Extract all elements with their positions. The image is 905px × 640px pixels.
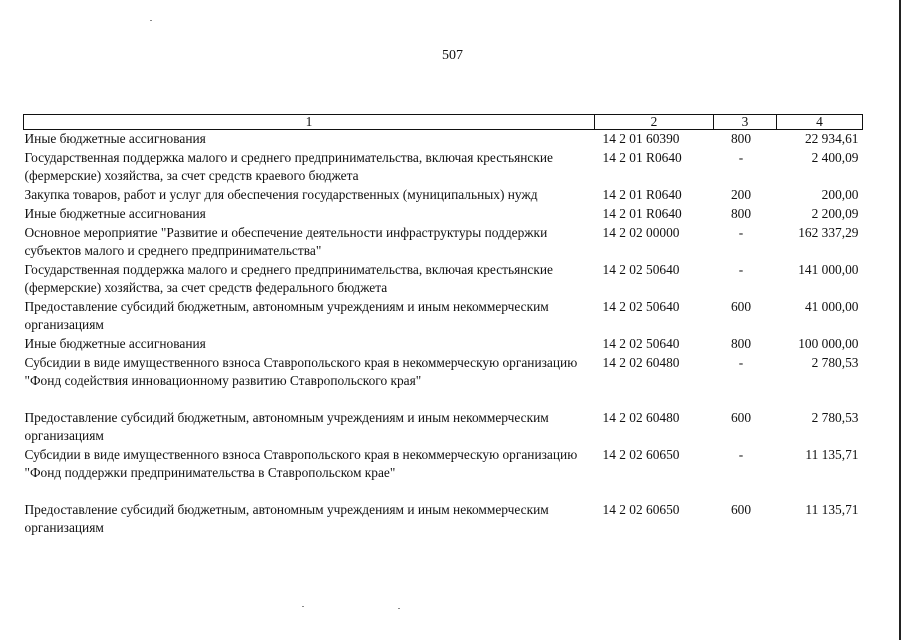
table-row xyxy=(24,446,863,501)
row-amount: 11 135,71 xyxy=(805,447,859,462)
row-kind: 600 xyxy=(730,502,752,517)
table-row xyxy=(24,149,863,186)
table-row xyxy=(24,224,863,261)
table-row xyxy=(24,501,863,538)
table-row xyxy=(24,298,863,335)
row-code: 14 2 02 60650 xyxy=(602,447,680,462)
table-row xyxy=(24,335,863,354)
page-number: 507 xyxy=(442,48,463,63)
row-amount: 2 400,09 xyxy=(811,150,859,165)
header-col-2: 2 xyxy=(595,115,714,130)
row-kind: 200 xyxy=(730,187,752,202)
table-row xyxy=(24,205,863,224)
row-kind: 800 xyxy=(730,206,752,221)
row-name: Иные бюджетные ассигнования xyxy=(24,131,206,146)
row-code: 14 2 01 R0640 xyxy=(602,206,682,221)
row-code: 14 2 02 60480 xyxy=(602,410,680,425)
header-col-1: 1 xyxy=(24,115,595,130)
table-body xyxy=(24,130,863,539)
header-col-4: 4 xyxy=(777,115,863,130)
row-name: Предоставление субсидий бюджетным, автономным учреждениям и иным некоммерческим организациям xyxy=(24,410,549,443)
row-amount: 2 780,53 xyxy=(811,355,859,370)
row-name: Иные бюджетные ассигнования xyxy=(24,206,206,221)
table-header xyxy=(24,115,863,130)
row-name: Субсидии в виде имущественного взноса Ставропольского края в некоммерческую организацию "Фонд поддержки предпринимательства в Ставропольском крае" xyxy=(24,447,578,480)
row-kind: - xyxy=(738,225,744,240)
table-row xyxy=(24,130,863,150)
table-row xyxy=(24,409,863,446)
row-amount: 200,00 xyxy=(821,187,859,202)
row-kind: 800 xyxy=(730,336,752,351)
row-code: 14 2 02 00000 xyxy=(602,225,680,240)
scan-border-line xyxy=(899,0,901,640)
budget-table xyxy=(23,114,863,538)
scan-speck xyxy=(150,20,152,21)
row-kind: - xyxy=(738,355,744,370)
row-name: Предоставление субсидий бюджетным, автономным учреждениям и иным некоммерческим организациям xyxy=(24,299,549,332)
row-name: Субсидии в виде имущественного взноса Ставропольского края в некоммерческую организацию "Фонд содействия инновационному развитию Ставропольского края" xyxy=(24,355,578,388)
row-amount: 22 934,61 xyxy=(804,131,859,146)
table-row xyxy=(24,186,863,205)
row-name: Государственная поддержка малого и среднего предпринимательства, включая крестьянские (фермерские) хозяйства, за счет средств краевого бюджета xyxy=(24,150,553,183)
row-name: Государственная поддержка малого и среднего предпринимательства, включая крестьянские (фермерские) хозяйства, за счет средств федерального бюджета xyxy=(24,262,553,295)
row-amount: 41 000,00 xyxy=(804,299,859,314)
row-name: Закупка товаров, работ и услуг для обеспечения государственных (муниципальных) нужд xyxy=(24,187,538,202)
row-amount: 2 200,09 xyxy=(811,206,859,221)
row-amount: 2 780,53 xyxy=(811,410,859,425)
header-row xyxy=(24,115,863,130)
row-kind: - xyxy=(738,150,744,165)
row-code: 14 2 01 R0640 xyxy=(602,187,682,202)
row-code: 14 2 01 R0640 xyxy=(602,150,682,165)
row-amount: 100 000,00 xyxy=(798,336,859,351)
row-name: Иные бюджетные ассигнования xyxy=(24,336,206,351)
table-row xyxy=(24,261,863,298)
row-code: 14 2 02 60480 xyxy=(602,355,680,370)
row-code: 14 2 01 60390 xyxy=(602,131,680,146)
row-amount: 162 337,29 xyxy=(798,225,859,240)
row-kind: - xyxy=(738,447,744,462)
row-code: 14 2 02 50640 xyxy=(602,299,680,314)
row-code: 14 2 02 50640 xyxy=(602,262,680,277)
row-kind: - xyxy=(738,262,744,277)
row-kind: 600 xyxy=(730,410,752,425)
row-code: 14 2 02 50640 xyxy=(602,336,680,351)
header-col-3: 3 xyxy=(714,115,777,130)
table-row xyxy=(24,354,863,409)
row-code: 14 2 02 60650 xyxy=(602,502,680,517)
row-name: Основное мероприятие "Развитие и обеспечение деятельности инфраструктуры поддержки субъектов малого и среднего предпринимательства" xyxy=(24,225,548,258)
scan-speck xyxy=(398,608,400,609)
row-kind: 800 xyxy=(730,131,752,146)
row-amount: 141 000,00 xyxy=(798,262,859,277)
row-amount: 11 135,71 xyxy=(805,502,859,517)
row-name: Предоставление субсидий бюджетным, автономным учреждениям и иным некоммерческим организациям xyxy=(24,502,549,535)
row-kind: 600 xyxy=(730,299,752,314)
scan-speck xyxy=(302,606,304,607)
